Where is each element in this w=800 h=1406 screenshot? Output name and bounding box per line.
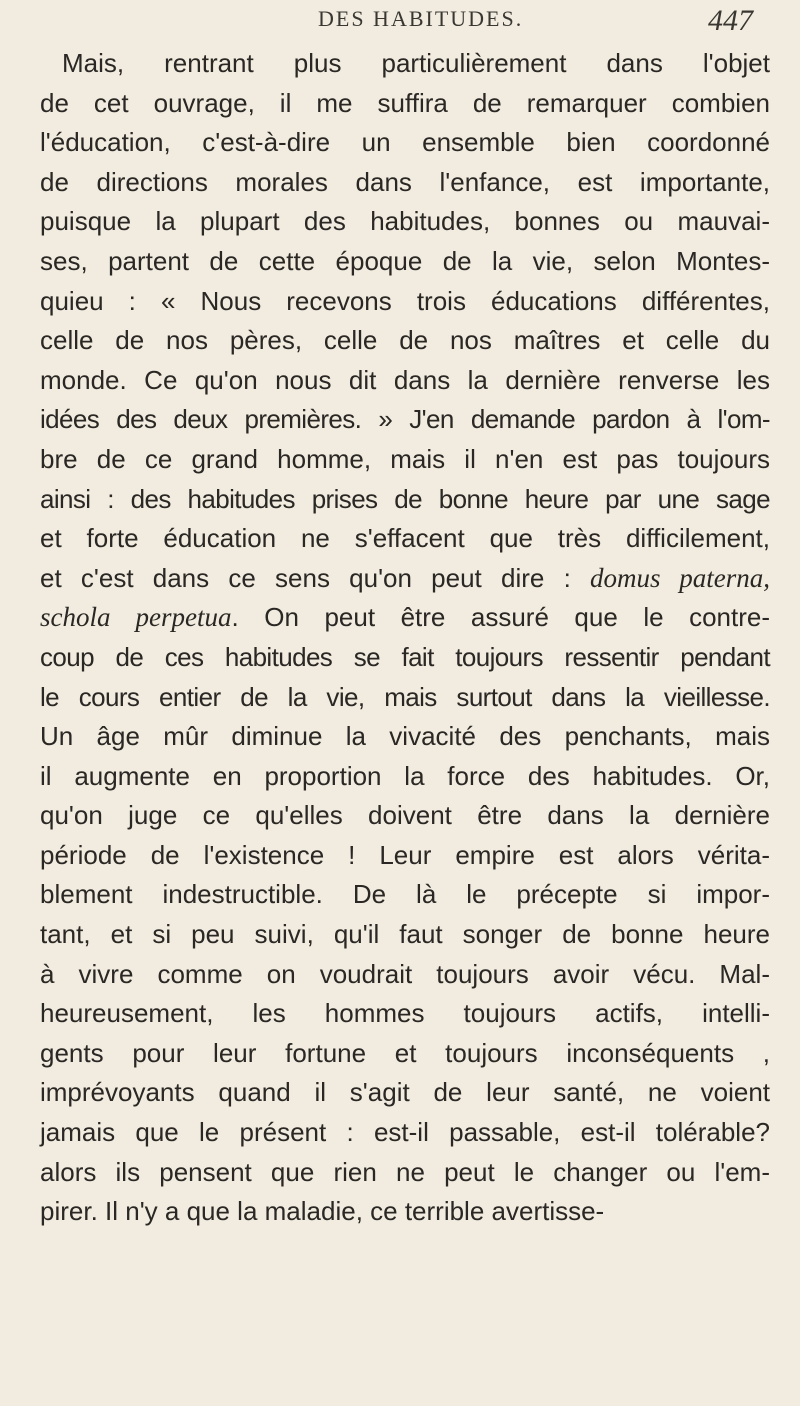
text-line: monde. Ce qu'on nous dit dans la dernière renverse les: [40, 364, 770, 395]
text-line-with-italic: [40, 598, 770, 638]
running-title: DES HABITUDES.: [318, 6, 524, 31]
text-line: heureusement, les hommes toujours actifs, intelli-: [40, 998, 770, 1029]
text-line: pirer. Il n'y a que la maladie, ce terrible avertisse-: [40, 1196, 605, 1227]
text-line: ses, partent de cette époque de la vie, selon Montes-: [40, 245, 770, 276]
text-line: le cours entier de la vie, mais surtout dans la vieillesse.: [40, 681, 770, 712]
text-line: bre de ce grand homme, mais il n'en est pas toujours: [40, 443, 770, 474]
text-line: période de l'existence ! Leur empire est alors vérita-: [40, 839, 770, 870]
text-line: jamais que le présent : est-il passable, est-il tolérable?: [40, 1117, 770, 1148]
text-line: blement indestructible. De là le précepte si impor-: [40, 879, 770, 910]
text-line: Un âge mûr diminue la vivacité des penchants, mais: [40, 721, 770, 752]
text-line: l'éducation, c'est-à-dire un ensemble bien coordonné: [40, 127, 770, 158]
text-line: de cet ouvrage, il me suffira de remarquer combien: [40, 87, 770, 118]
text-line: tant, et si peu suivi, qu'il faut songer de bonne heure: [40, 919, 770, 950]
text-line: à vivre comme on voudrait toujours avoir vécu. Mal-: [40, 958, 770, 989]
italic-phrase: schola perpetua: [40, 602, 232, 633]
text-line: quieu : « Nous recevons trois éducations différentes,: [40, 285, 770, 316]
text-line: il augmente en proportion la force des habitudes. Or,: [40, 760, 770, 791]
text-line: Mais, rentrant plus particulièrement dans l'objet: [62, 48, 770, 78]
text-line: imprévoyants quand il s'agit de leur santé, ne voient: [40, 1077, 770, 1108]
text-line-with-italic: [40, 559, 770, 599]
text-line: gents pour leur fortune et toujours inconséquents ,: [40, 1037, 770, 1068]
running-head: [0, 6, 800, 40]
text-fragment: . On peut être assuré que le contre-: [231, 602, 770, 633]
body-text: [40, 44, 770, 1232]
text-line: et forte éducation ne s'effacent que très difficilement,: [40, 523, 770, 554]
text-line: idées des deux premières. » J'en demande pardon à l'om-: [40, 404, 770, 435]
text-line: celle de nos pères, celle de nos maîtres et celle du: [40, 325, 770, 356]
text-line: ainsi : des habitudes prises de bonne heure par une sage: [40, 483, 770, 514]
text-line: qu'on juge ce qu'elles doivent être dans la dernière: [40, 800, 770, 831]
text-line: coup de ces habitudes se fait toujours ressentir pendant: [40, 641, 770, 672]
italic-phrase: domus paterna,: [590, 562, 771, 593]
text-fragment: et c'est dans ce sens qu'on peut dire :: [40, 562, 591, 593]
page-number: 447: [708, 4, 753, 37]
text-line: de directions morales dans l'enfance, est importante,: [40, 166, 770, 197]
text-line: puisque la plupart des habitudes, bonnes ou mauvai-: [40, 206, 770, 237]
text-line: alors ils pensent que rien ne peut le changer ou l'em-: [40, 1156, 770, 1187]
